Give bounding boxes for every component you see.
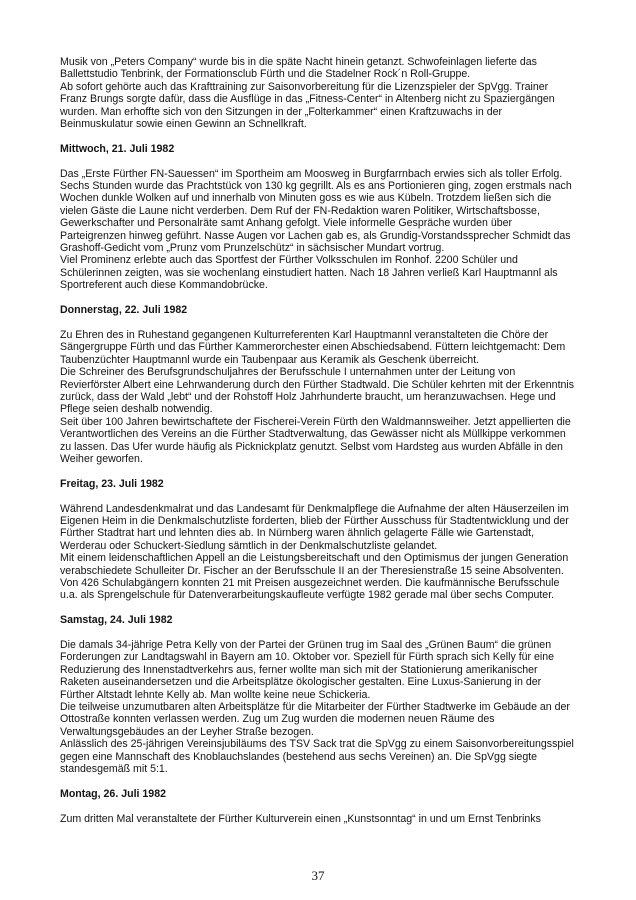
section-wednesday-21-july — [60, 143, 577, 292]
section-heading: Montag, 26. Juli 1982 — [60, 787, 166, 800]
paragraph: Zu Ehren des in Ruhestand gegangenen Kulturreferenten Karl Hauptmannl veranstalteten die Chöre der Sängergruppe Fürth und das Fürther Kammerorchester einen Abschiedsabend. Füttern leichtgemacht: Dem Taubenzüchter Hauptmannl wurde ein Taubenpaar aus Keramik als Geschenk überreicht. — [60, 328, 566, 366]
paragraph: Die Schreiner des Berufsgrundschuljahres der Berufsschule I unternahmen unter der Leitung von Revierförster Albert eine Lehrwanderung durch den Fürther Stadtwald. Die Schüler kehrten mit der Erkenntnis zurück, dass der Wald „lebt“ und der Rohstoff Holz Jahrhunderte braucht, um heranzuwachsen. Hege und Pflege seien deshalb notwendig. — [60, 366, 575, 416]
section-monday-26-july — [60, 788, 577, 825]
paragraph: Anlässlich des 25-jährigen Vereinsjubiläums des TSV Sack trat die SpVgg zu einem Saisonvorbereitungsspiel gegen eine Mannschaft des Knoblauchslandes (bestehend aus sechs Vereinen) an. Die SpVgg siegte standesgemäß mit 5:1. — [60, 738, 574, 776]
paragraph: Musik von „Peters Company“ wurde bis in die späte Nacht hinein getanzt. Schwofeinlagen lieferte das Ballettstudio Tenbrink, der Formationsclub Fürth und die Stadelner Rock´n Roll-Gruppe. — [60, 56, 537, 81]
section-saturday-24-july — [60, 614, 577, 775]
section-intro — [60, 56, 577, 130]
paragraph: Viel Prominenz erlebte auch das Sportfest der Fürther Volksschulen im Ronhof. 2200 Schüler und Schülerinnen zeigten, was sie wochenlang einstudiert hatten. Nach 18 Jahren verließ Karl Hauptmannl als Sportreferent auch diese Kommandobrücke. — [60, 254, 558, 292]
paragraph: Zum dritten Mal veranstaltete der Fürther Kulturverein einen „Kunstsonntag“ in und um Ernst Tenbrinks — [60, 812, 541, 825]
paragraph: Mit einem leidenschaftlichen Appell an die Leistungsbereitschaft und den Optimismus der jungen Generation verabschiedete Schulleiter Dr. Fischer an der Berufsschule II an der Theresienstraße 15 seine Absolventen. Von 426 Schulabgängern konnten 21 mit Preisen ausgezeichnet werden. Die kaufmännische Berufsschule u.a. als Sprengelschule für Datenverarbeitungskaufleute verfügte 1982 gerade mal über sechs Computer. — [60, 552, 569, 602]
section-heading: Samstag, 24. Juli 1982 — [60, 614, 173, 627]
section-heading: Mittwoch, 21. Juli 1982 — [60, 142, 175, 155]
paragraph: Das „Erste Fürther FN-Sauessen“ im Sportheim am Moosweg in Burgfarrnbach erwies sich als toller Erfolg. Sechs Stunden wurde das Prachtstück von 130 kg gegrillt. Als es ans Portionieren ging, zogen erstmals nach Wochen dunkle Wolken auf und innerhalb von Minuten goss es wie aus Kübeln. Trotzdem ließen sich die vielen Gäste die Laune nicht verderben. Dem Ruf der FN-Redaktion waren Politiker, Wirtschaftsbosse, Gewerkschafter und Personalräte samt Anhang gefolgt. Viele informelle Gespräche wurden über Parteigrenzen hinweg geführt. Nasse Augen vor Lachen gab es, als Grundig-Vorstandssprecher Schmidt das Grashoff-Gedicht vom „Prunz vom Prunzelschütz“ in sächsischer Mundart vortrug. — [60, 167, 572, 255]
section-heading: Freitag, 23. Juli 1982 — [60, 477, 164, 490]
paragraph: Die teilweise unzumutbaren alten Arbeitsplätze für die Mitarbeiter der Fürther Stadtwerke im Gebäude an der Ottostraße konnten verlassen werden. Zug um Zug wurden die modernen neuen Räume des Verwaltungsgebäudes an der Leyher Straße bezogen. — [60, 701, 570, 738]
paragraph: Während Landesdenkmalrat und das Landesamt für Denkmalpflege die Aufnahme der alten Häuserzeilen im Eigenen Heim in die Denkmalschutzliste forderten, blieb der Fürther Ausschuss für Stadtentwicklung und der Fürther Stadtrat hart und lehnten dies ab. In Nürnberg waren ähnlich gelagerte Fälle wie Gartenstadt, Werderau oder Schuckert-Siedlung sämtlich in der Denkmalschutzliste gelandet. — [60, 502, 569, 552]
section-friday-23-july — [60, 478, 577, 602]
paragraph: Seit über 100 Jahren bewirtschaftete der Fischerei-Verein Fürth den Waldmannsweiher. Jetzt appellierten die Verantwortlichen des Vereins an die Fürther Stadtverwaltung, das Gewässer nicht als Müllkippe verkommen zu lassen. Das Ufer wurde häufig als Picknickplatz genutzt. Selbst vom Hardsteg aus wurden Abfälle in den Weiher geworfen. — [60, 415, 571, 465]
section-heading: Donnerstag, 22. Juli 1982 — [60, 304, 188, 317]
page-content — [60, 56, 577, 825]
paragraph: Die damals 34-jährige Petra Kelly von der Partei der Grünen trug im Saal des „Grünen Baum“ die grünen Forderungen zur Landtagswahl in Bayern am 10. Oktober vor. Speziell für Fürth sprach sich Kelly für eine Reduzierung des Innenstadtverkehrs aus, ferner wollte man sich mit der Stationierung amerikanischer Raketen auseinandersetzen und die Arbeitsplätze ökologischer gestalten. Eine Luxus-Sanierung in der Fürther Altstadt lehnte Kelly ab. Man wollte keine neue Schickeria. — [60, 638, 555, 701]
section-thursday-22-july — [60, 304, 577, 465]
paragraph: Ab sofort gehörte auch das Krafttraining zur Saisonvorbereitung für die Lizenzspieler der SpVgg. Trainer Franz Brungs sorgte dafür, dass die Ausflüge in das „Fitness-Center“ in Altenberg nicht zu Spaziergängen wurden. Man erhoffte sich von den Sitzungen in der „Folterkammer“ einen Kraftzuwachs in der Beinmuskulatur sowie einen Gewinn an Schnellkraft. — [60, 80, 555, 131]
page-number: 37 — [311, 868, 325, 883]
